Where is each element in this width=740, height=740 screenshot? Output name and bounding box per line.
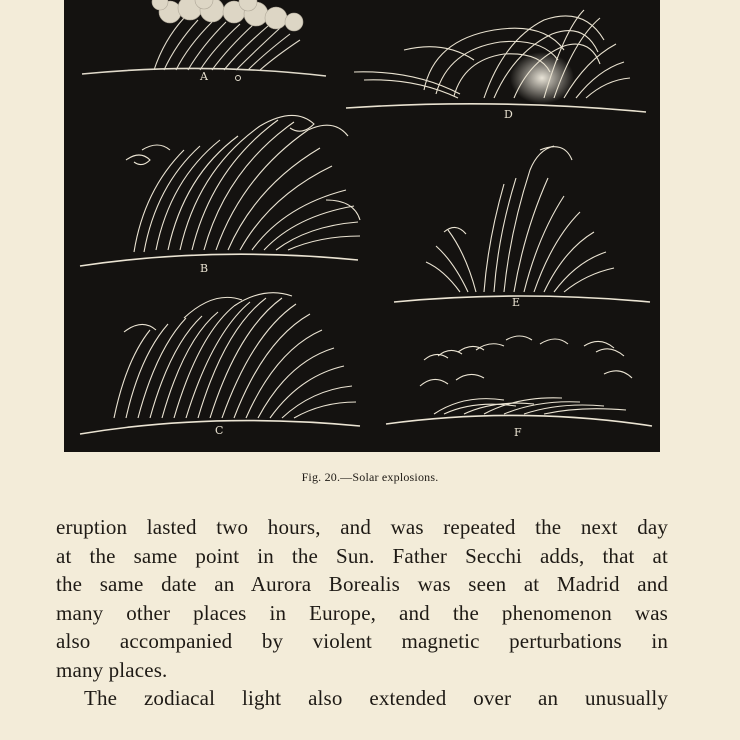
body-text — [56, 513, 668, 713]
panel-c-eruption — [80, 293, 360, 434]
panel-letter-a: A — [200, 70, 208, 83]
panel-letter-b: B — [200, 262, 209, 275]
text-line: eruption lasted two hours, and was repeated the next day — [56, 515, 668, 539]
text-line: at the same point in the Sun. Father Secchi adds, that at — [56, 543, 668, 568]
figure-caption: Fig. 20.—Solar explosions. — [301, 470, 439, 484]
text-line: also accompanied by violent magnetic perturbations in — [56, 629, 668, 653]
panel-letter-c: C — [215, 424, 224, 437]
text-line: many places. — [56, 657, 168, 682]
solar-explosions-figure — [64, 0, 660, 452]
text-line: The zodiacal light also extended over an unusually — [84, 686, 668, 710]
panel-letter-e: E — [512, 296, 521, 309]
panel-letter-f: F — [514, 426, 522, 439]
panel-d-eruption — [346, 10, 646, 112]
panel-f-eruption — [386, 336, 652, 426]
panel-b-eruption — [80, 115, 360, 266]
figure-engraving — [64, 0, 660, 452]
panel-e-eruption — [394, 146, 650, 302]
panel-letter-d: D — [504, 108, 513, 121]
text-line: many other places in Europe, and the phenomenon was — [56, 600, 668, 625]
panel-a-eruption — [82, 0, 326, 81]
text-line: the same date an Aurora Borealis was seen at Madrid and — [56, 572, 668, 596]
